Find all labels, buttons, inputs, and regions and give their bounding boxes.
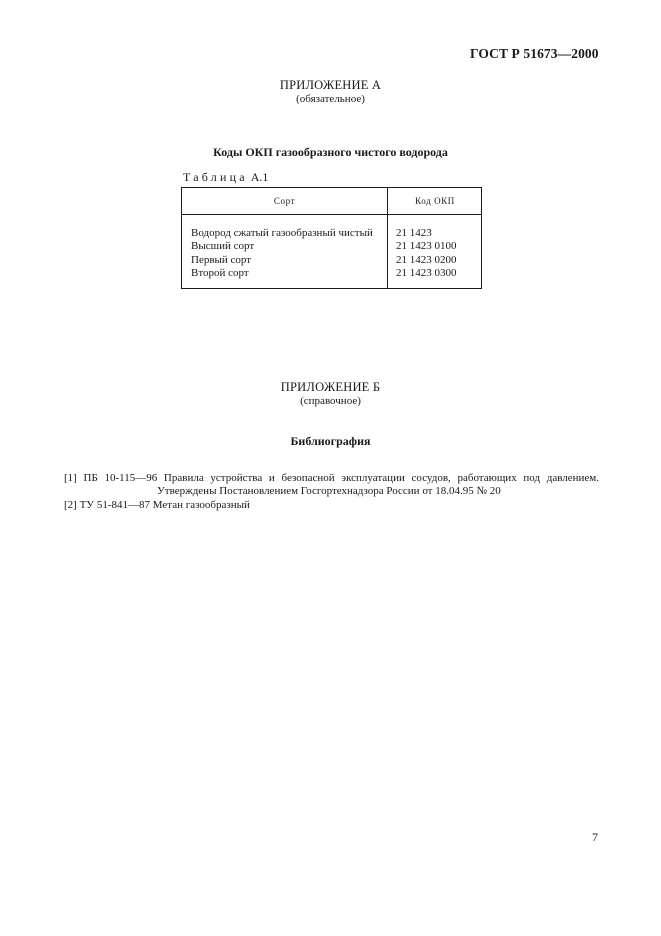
table-cell-grade: Второй сорт bbox=[191, 266, 249, 279]
table-header-grade: Сорт bbox=[273, 196, 296, 206]
reference-number: [1] bbox=[64, 472, 77, 484]
appendix-a-title: ПРИЛОЖЕНИЕ А bbox=[279, 78, 382, 92]
table-cell-code: 21 1423 0100 bbox=[396, 240, 457, 253]
reference-item bbox=[64, 472, 599, 498]
table-caption bbox=[183, 170, 268, 185]
reference-number: [2] bbox=[64, 499, 77, 511]
table-cell-code: 21 1423 0200 bbox=[396, 253, 457, 266]
reference-text: ТУ 51-841—87 Метан газообразный bbox=[79, 499, 250, 511]
table-column-codes bbox=[396, 227, 457, 280]
table-cell-code: 21 1423 bbox=[396, 227, 432, 239]
appendix-a-heading: Коды ОКП газообразного чистого водорода bbox=[213, 145, 448, 159]
table-cell-grade: Водород сжатый газообразный чистый bbox=[191, 227, 373, 239]
reference-line bbox=[64, 472, 599, 485]
okp-codes-table bbox=[181, 187, 482, 289]
reference-continuation: Утверждены Постановлением Госгортехнадзора России от 18.04.95 № 20 bbox=[157, 485, 501, 497]
appendix-b-title: ПРИЛОЖЕНИЕ Б bbox=[280, 380, 381, 394]
appendix-a-status: (обязательное) bbox=[296, 93, 365, 105]
table-cell-grade: Первый сорт bbox=[191, 253, 252, 266]
reference-text: ПБ 10-115—96 Правила устройства и безопасной эксплуатации сосудов, работающих под давлением. bbox=[83, 472, 600, 484]
reference-item bbox=[64, 499, 250, 512]
table-caption-number: А.1 bbox=[250, 170, 269, 184]
table-header-code: Код ОКП bbox=[415, 196, 455, 206]
table-cell-code: 21 1423 0300 bbox=[396, 266, 457, 279]
appendix-b-status: (справочное) bbox=[300, 395, 361, 407]
table-caption-word: Таблица bbox=[183, 170, 248, 184]
table-cell-grade: Высший сорт bbox=[191, 240, 255, 253]
table-header-divider bbox=[182, 214, 481, 215]
bibliography-heading: Библиография bbox=[290, 434, 371, 448]
table-column-grades bbox=[191, 227, 373, 280]
page-number: 7 bbox=[592, 830, 598, 844]
document-code: ГОСТ Р 51673—2000 bbox=[470, 46, 599, 61]
